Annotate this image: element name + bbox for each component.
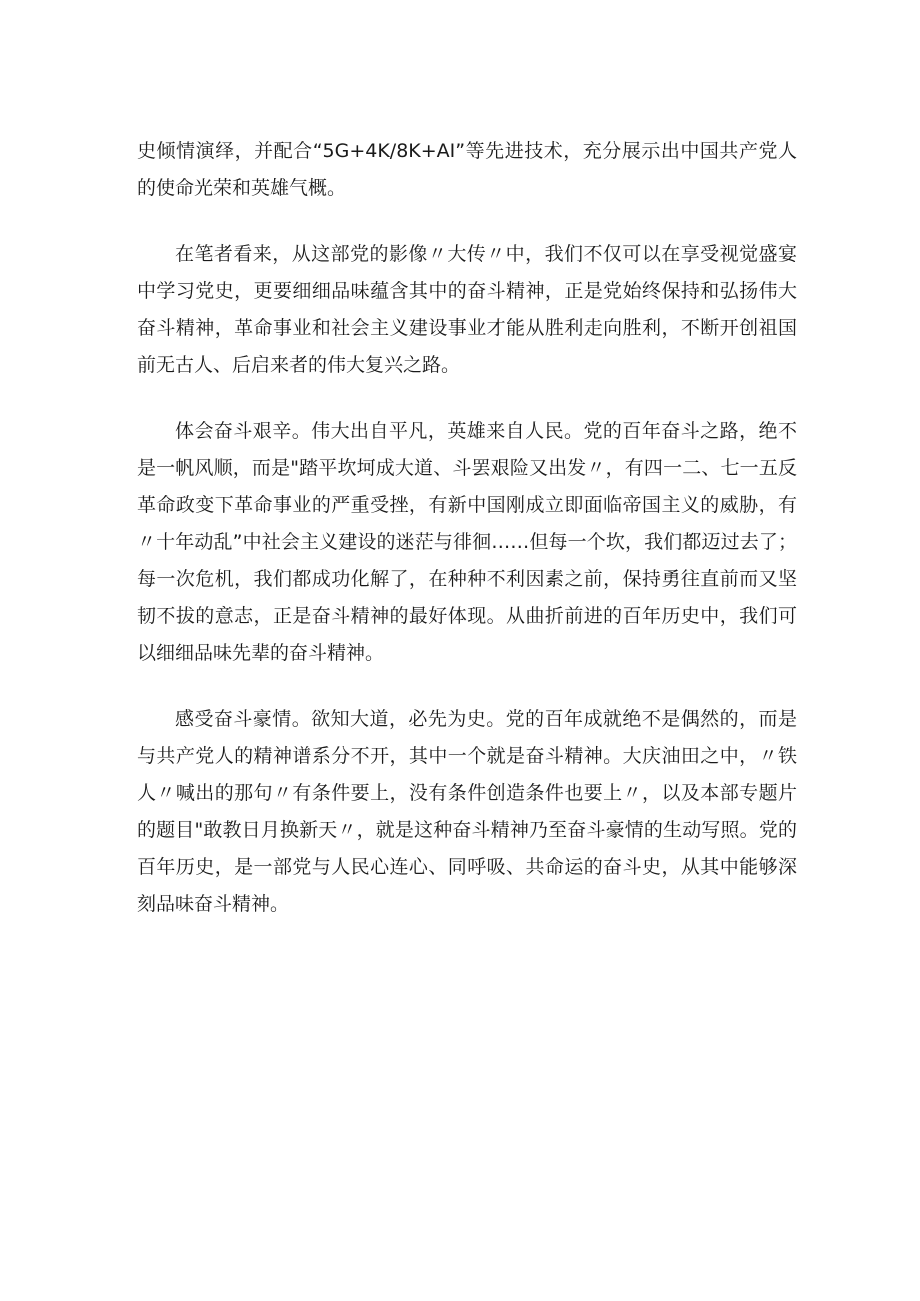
paragraph-4: 感受奋斗豪情。欲知大道，必先为史。党的百年成就绝不是偶然的，而是与共产党人的精神谱系分不开，其中一个就是奋斗精神。大庆油田之中，〃铁人〃喊出的那句〃有条件要上，没有条件创造条件也要上〃，以及本部专题片的题目"敢教日月换新天〃，就是这种奋斗精神乃至奋斗豪情的生动写照。党的百年历史，是一部党与人民心连心、同呼吸、共命运的奋斗史，从其中能够深刻品味奋斗精神。 [137,708,797,915]
paragraph-1: 史倾情演绎，并配合“5G+4K/8K+AI”等先进技术，充分展示出中国共产党人的使命光荣和英雄气概。 [137,140,797,199]
document-body [137,133,797,952]
paragraph-2: 在笔者看来，从这部党的影像〃大传〃中，我们不仅可以在享受视觉盛宴中学习党史，更要细细品味蕴含其中的奋斗精神，正是党始终保持和弘扬伟大奋斗精神，革命事业和社会主义建设事业才能从胜利走向胜利，不断开创祖国前无古人、后启来者的伟大复兴之路。 [137,243,797,376]
paragraph-3: 体会奋斗艰辛。伟大出自平凡，英雄来自人民。党的百年奋斗之路，绝不是一帆风顺，而是"踏平坎坷成大道、斗罢艰险又出发〃，有四一二、七一五反革命政变下革命事业的严重受挫，有新中国刚成立即面临帝国主义的威胁，有〃十年动乱”中社会主义建设的迷茫与徘徊……但每一个坎，我们都迈过去了；每一次危机，我们都成功化解了，在种种不利因素之前，保持勇往直前而又坚韧不拔的意志，正是奋斗精神的最好体现。从曲折前进的百年历史中，我们可以细细品味先辈的奋斗精神。 [137,420,797,664]
